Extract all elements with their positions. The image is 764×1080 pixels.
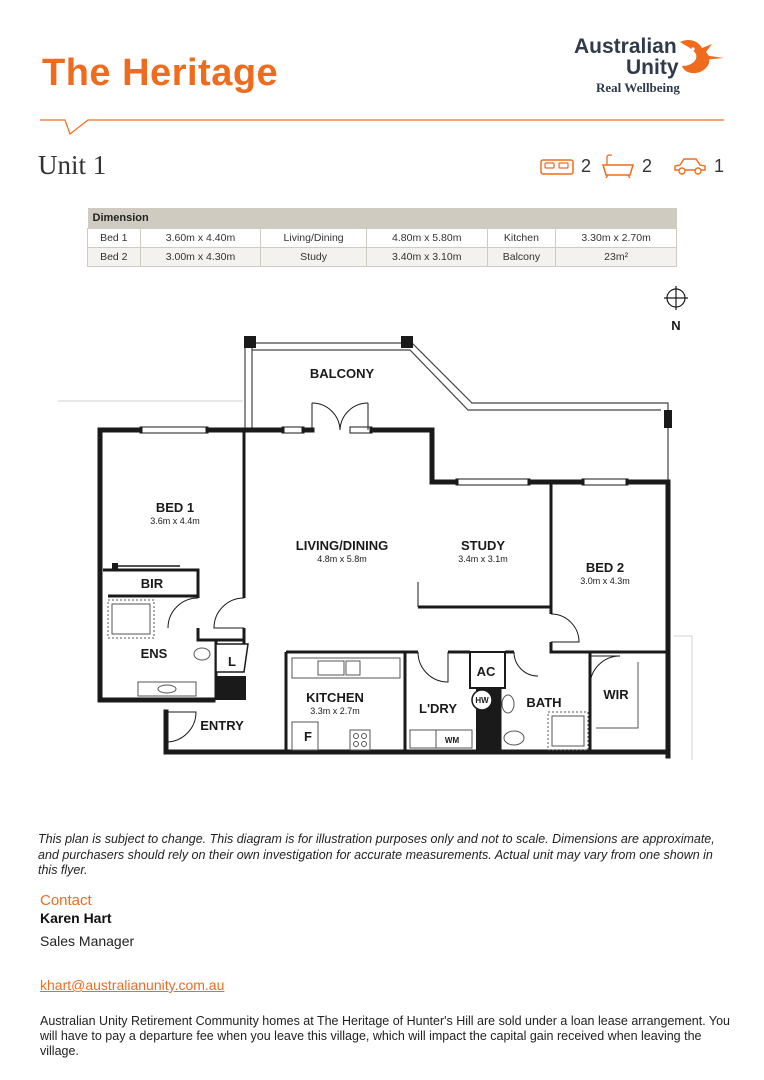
header-divider xyxy=(40,110,724,136)
disclaimer: This plan is subject to change. This diagram is for illustration purposes only and not to scale. Dimensions are approximate, and purchasers should rely on their own investigation for accurate measurements. Actual unit may vary from one shown in this flyer. xyxy=(38,832,715,877)
table-cell: 3.60m x 4.40m xyxy=(140,229,261,248)
table-cell: Bed 2 xyxy=(88,248,141,267)
windows xyxy=(140,427,628,485)
living-label: LIVING/DINING xyxy=(295,538,389,553)
dimension-heading: Dimension xyxy=(88,208,677,229)
robe-rail-end xyxy=(112,563,118,569)
contact-name: Karen Hart xyxy=(40,910,112,926)
balcony-post xyxy=(664,410,672,428)
fridge-label: F xyxy=(304,729,312,744)
contact-heading: Contact xyxy=(40,892,92,909)
page-title: The Heritage xyxy=(42,52,279,94)
table-cell: 4.80m x 5.80m xyxy=(366,229,487,248)
kingfisher-icon xyxy=(672,36,728,80)
carspaces-feature xyxy=(672,150,724,182)
australian-unity-logo[interactable] xyxy=(572,36,732,100)
table-row xyxy=(88,248,677,267)
table-cell: Balcony xyxy=(487,248,556,267)
bed1-label: BED 1 xyxy=(155,500,195,515)
kitchen-size: 3.3m x 2.7m xyxy=(310,706,360,716)
car-icon xyxy=(672,154,708,178)
wir-label: WIR xyxy=(603,687,629,702)
logo-tagline: Real Wellbeing xyxy=(596,80,680,95)
linen-label: L xyxy=(228,654,236,669)
bath-label: BATH xyxy=(526,695,562,710)
bed1-size: 3.6m x 4.4m xyxy=(150,516,200,526)
kitchen-label: KITCHEN xyxy=(306,690,364,705)
bed2-size: 3.0m x 4.3m xyxy=(580,576,630,586)
hw-label: HW xyxy=(475,696,489,705)
footer-note: Australian Unity Retirement Community homes at The Heritage of Hunter's Hill are sold under a loan lease arrangement. You will have to pay a departure fee when you leave this village, which will impact the capital gain received when leaving the village. xyxy=(40,1014,731,1058)
table-cell: Study xyxy=(261,248,367,267)
laundry-label: L'DRY xyxy=(419,701,457,716)
table-cell: 3.30m x 2.70m xyxy=(556,229,677,248)
wall-block xyxy=(216,676,246,700)
table-cell: 3.00m x 4.30m xyxy=(140,248,261,267)
unit-name: Unit 1 xyxy=(38,150,107,180)
study-size: 3.4m x 3.1m xyxy=(458,554,508,564)
bed-icon xyxy=(539,154,575,178)
logo-line-2: Unity xyxy=(626,56,679,79)
laundry-fixtures xyxy=(410,730,472,748)
compass-icon xyxy=(664,286,688,310)
balcony-post xyxy=(244,336,256,348)
study-label: STUDY xyxy=(460,538,506,553)
living-size: 4.8m x 5.8m xyxy=(317,554,367,564)
bedrooms-feature xyxy=(539,150,591,182)
wm-label: WM xyxy=(444,736,460,745)
north-label: N xyxy=(671,318,681,333)
bir-label: BIR xyxy=(140,576,164,591)
balcony-post xyxy=(401,336,413,348)
contact-email-link[interactable]: khart@australianunity.com.au xyxy=(40,977,225,993)
room-labels xyxy=(141,366,630,744)
table-cell: Bed 1 xyxy=(88,229,141,248)
bathrooms-count: 2 xyxy=(642,155,653,176)
contact-role: Sales Manager xyxy=(40,933,135,949)
bathrooms-feature xyxy=(600,150,652,182)
balcony-label: BALCONY xyxy=(309,366,375,381)
table-cell: Living/Dining xyxy=(261,229,367,248)
bed2-label: BED 2 xyxy=(585,560,625,575)
bedrooms-count: 2 xyxy=(581,155,592,176)
ensuite-label: ENS xyxy=(140,646,168,661)
balcony-outline xyxy=(245,343,668,485)
table-row xyxy=(88,229,677,248)
table-cell: 3.40m x 3.10m xyxy=(366,248,487,267)
bathtub-icon xyxy=(600,153,636,179)
balcony-door[interactable] xyxy=(312,403,368,430)
logo-line-1: Australian xyxy=(574,35,677,58)
interior-walls xyxy=(103,430,668,752)
table-cell: 23m² xyxy=(556,248,677,267)
floor-plan xyxy=(0,280,764,820)
table-cell: Kitchen xyxy=(487,229,556,248)
entry-label: ENTRY xyxy=(200,718,244,733)
dimension-table xyxy=(87,208,677,267)
logo-wordmark xyxy=(574,36,679,78)
carspaces-count: 1 xyxy=(714,155,725,176)
ac-label: AC xyxy=(476,664,496,679)
